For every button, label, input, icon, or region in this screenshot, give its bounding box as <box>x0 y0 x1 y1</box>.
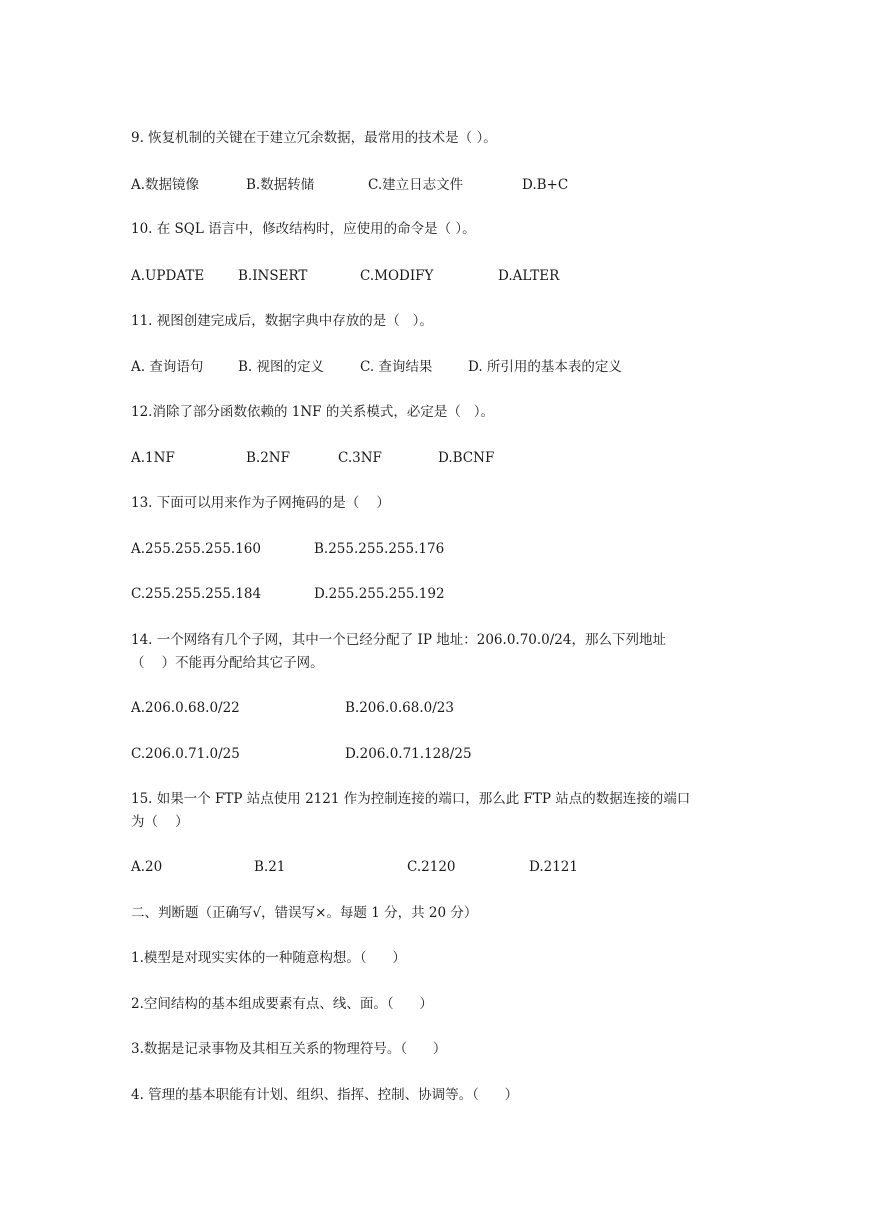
question-10-stem: 10. 在 SQL 语言中，修改结构时，应使用的命令是（ ）。 <box>131 221 476 237</box>
question-13-option-a: A.255.255.255.160 <box>131 541 261 557</box>
question-11-option-b: B. 视图的定义 <box>238 359 325 375</box>
question-15-option-a: A.20 <box>131 859 163 875</box>
question-9-option-b: B.数据转储 <box>246 177 315 193</box>
question-9-stem: 9. 恢复机制的关键在于建立冗余数据，最常用的技术是（ ）。 <box>131 130 497 146</box>
question-11-stem: 11. 视图创建完成后，数据字典中存放的是（ ）。 <box>131 313 433 329</box>
question-15-stem-line-2: 为（ ） <box>131 814 189 830</box>
question-9-option-a: A.数据镜像 <box>131 177 200 193</box>
judgment-item-3: 3.数据是记录事物及其相互关系的物理符号。（ ） <box>131 1041 447 1057</box>
question-15-option-b: B.21 <box>254 859 286 875</box>
question-12-option-a: A.1NF <box>131 450 175 466</box>
question-12-option-b: B.2NF <box>246 450 290 466</box>
judgment-item-4: 4. 管理的基本职能有计划、组织、指挥、控制、协调等。（ ） <box>131 1087 519 1103</box>
question-11-option-a: A. 查询语句 <box>131 359 204 375</box>
question-10-option-d: D.ALTER <box>498 268 560 284</box>
question-9-option-d: D.B+C <box>522 177 569 193</box>
question-12-stem: 12.消除了部分函数依赖的 1NF 的关系模式，必定是（ ）。 <box>131 404 494 420</box>
question-9-option-c: C.建立日志文件 <box>368 177 464 193</box>
question-14-option-a: A.206.0.68.0/22 <box>131 700 240 716</box>
question-10-option-a: A.UPDATE <box>131 268 205 284</box>
question-13-option-c: C.255.255.255.184 <box>131 586 262 602</box>
question-14-stem-line-2: （ ）不能再分配给其它子网。 <box>131 655 324 671</box>
question-14-stem-line-1: 14. 一个网络有几个子网，其中一个已经分配了 IP 地址：206.0.70.0/24，那么下列地址 <box>131 632 666 648</box>
question-11-option-c: C. 查询结果 <box>360 359 433 375</box>
question-13-stem: 13. 下面可以用来作为子网掩码的是（ ） <box>131 495 390 511</box>
question-13-option-d: D.255.255.255.192 <box>314 586 445 602</box>
question-11-option-d: D. 所引用的基本表的定义 <box>468 359 622 375</box>
question-10-option-b: B.INSERT <box>238 268 308 284</box>
question-14-option-b: B.206.0.68.0/23 <box>345 700 454 716</box>
question-13-option-b: B.255.255.255.176 <box>314 541 445 557</box>
judgment-item-1: 1.模型是对现实实体的一种随意构想。（ ） <box>131 950 406 966</box>
question-14-option-c: C.206.0.71.0/25 <box>131 746 240 762</box>
question-15-option-d: D.2121 <box>529 859 578 875</box>
question-10-option-c: C.MODIFY <box>360 268 434 284</box>
section-2-heading: 二、判断题（正确写√，错误写×。每题 1 分，共 20 分） <box>131 905 478 921</box>
judgment-item-2: 2.空间结构的基本组成要素有点、线、面。（ ） <box>131 996 433 1012</box>
question-15-option-c: C.2120 <box>407 859 456 875</box>
question-14-option-d: D.206.0.71.128/25 <box>345 746 472 762</box>
question-12-option-d: D.BCNF <box>438 450 495 466</box>
question-15-stem-line-1: 15. 如果一个 FTP 站点使用 2121 作为控制连接的端口，那么此 FTP 站点的数据连接的端口 <box>131 791 691 807</box>
question-12-option-c: C.3NF <box>338 450 382 466</box>
